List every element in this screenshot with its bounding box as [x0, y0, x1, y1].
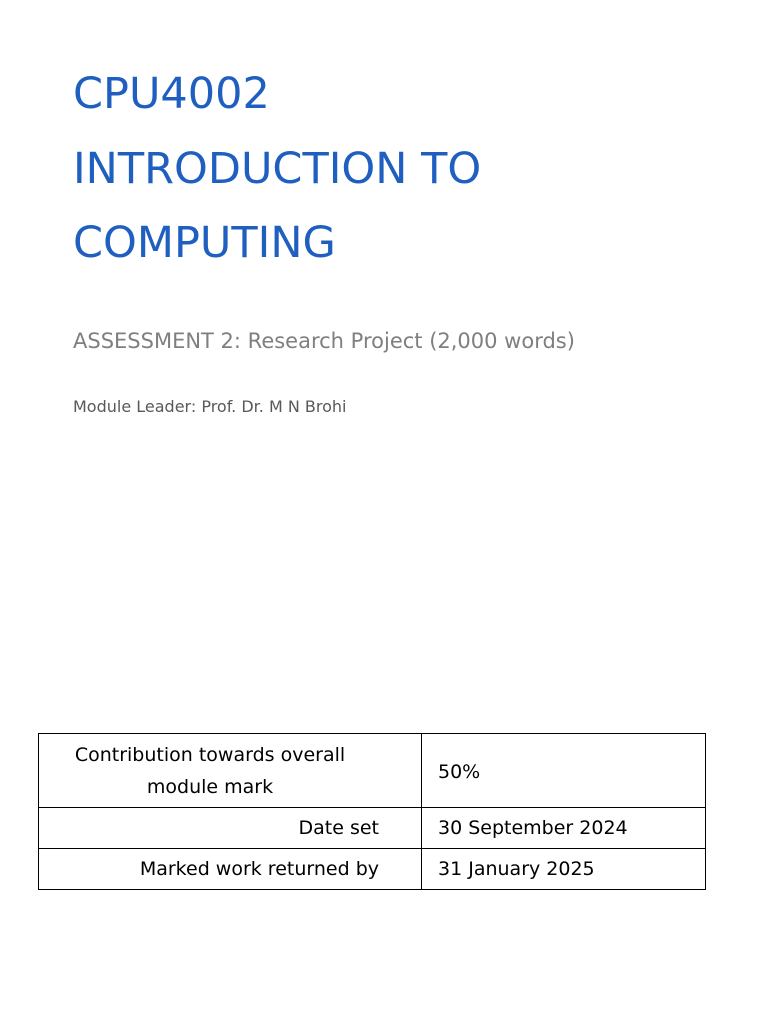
- table-row: [39, 808, 706, 849]
- date-set-value: 30 September 2024: [422, 808, 706, 849]
- returned-by-value: 31 January 2025: [422, 849, 706, 890]
- date-set-label: Date set: [39, 808, 422, 849]
- table-row: [39, 849, 706, 890]
- module-code-title: CPU4002: [73, 69, 270, 119]
- contribution-label: Contribution towards overall module mark: [39, 734, 422, 808]
- contribution-value: 50%: [422, 734, 706, 808]
- assessment-subtitle: ASSESSMENT 2: Research Project (2,000 words): [73, 329, 575, 353]
- module-name-title-line-1: INTRODUCTION TO: [73, 144, 482, 194]
- module-name-title-line-2: COMPUTING: [73, 218, 336, 268]
- returned-by-label: Marked work returned by: [39, 849, 422, 890]
- table-row: [39, 734, 706, 808]
- assessment-info-table: [38, 733, 706, 890]
- module-leader: Module Leader: Prof. Dr. M N Brohi: [73, 397, 347, 416]
